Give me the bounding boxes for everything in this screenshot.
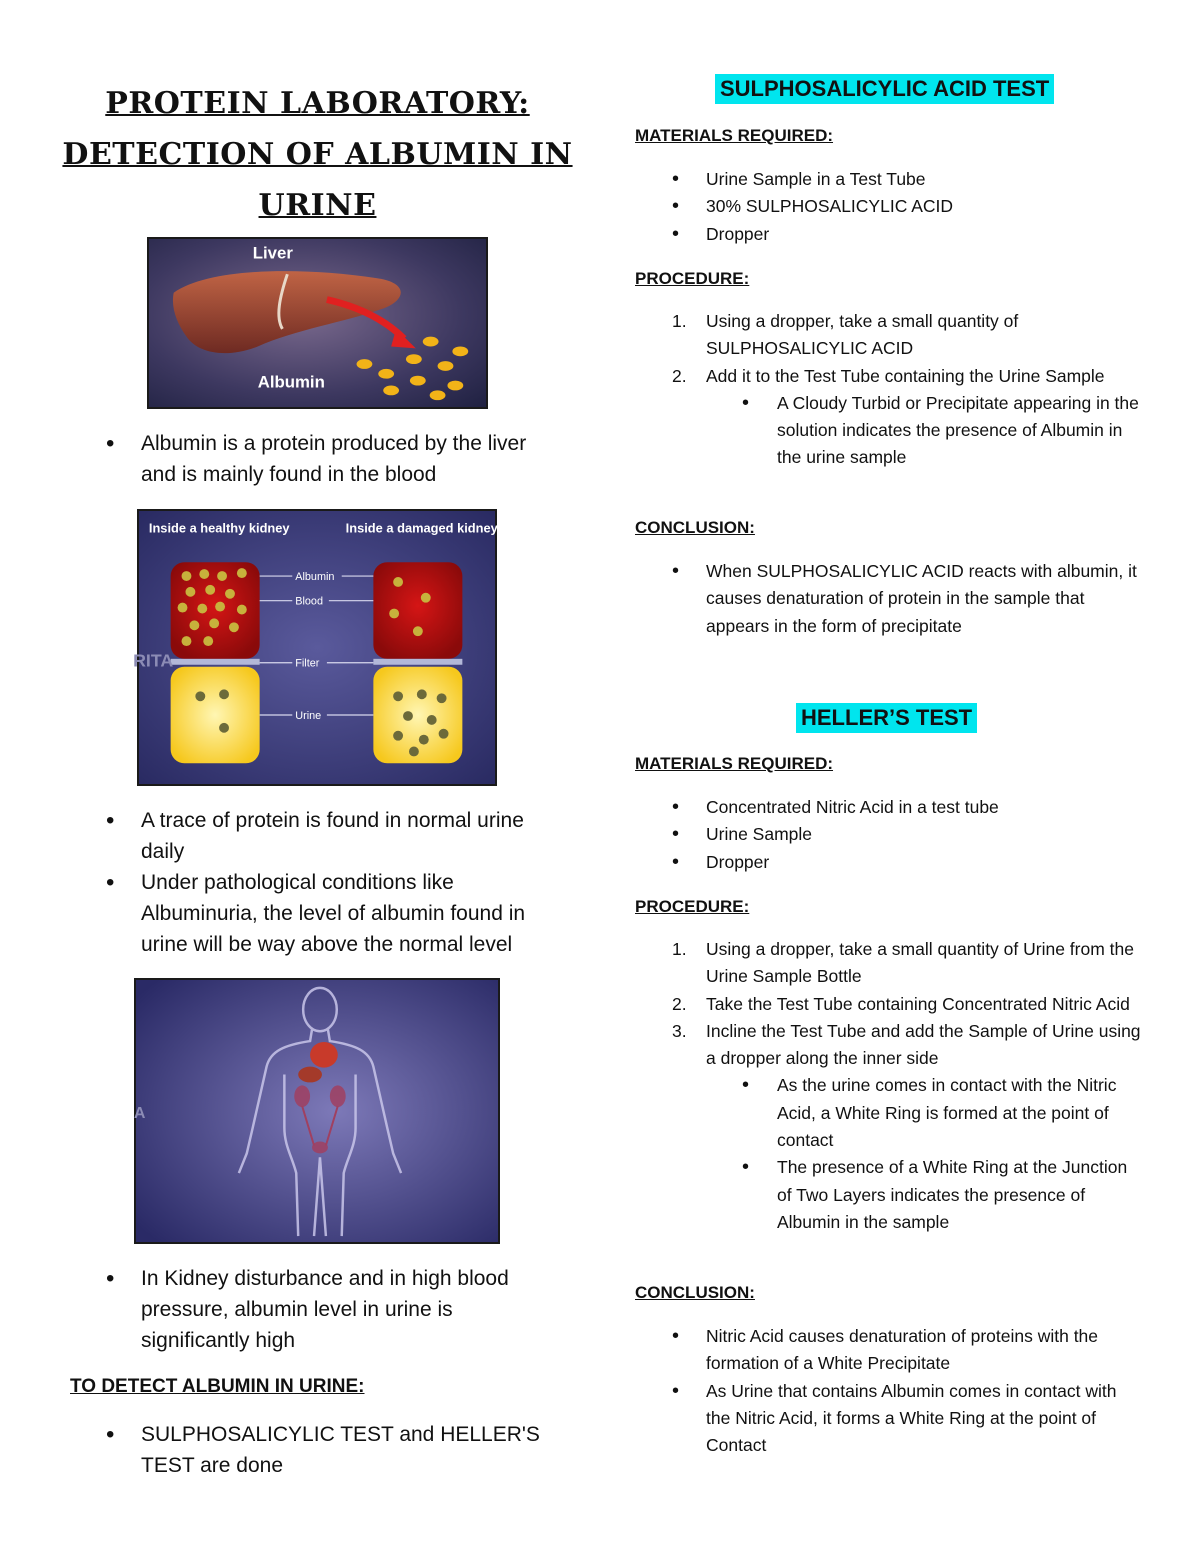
ssa-procedure-heading: PROCEDURE: [635,269,750,288]
ssa-materials-heading: MATERIALS REQUIRED: [635,126,834,145]
heller-materials-heading: MATERIALS REQUIRED: [635,754,834,773]
list-item: • As the urine comes in contact with the Nitric Acid, a White Ring is formed at the point of contact [672,1072,1142,1154]
list-item: • Concentrated Nitric Acid in a test tube [672,794,1142,821]
list-item: • Under pathological conditions like Albuminuria, the level of albumin found in urine will be way above the normal level [106,867,566,960]
list-item: • SULPHOSALICYLIC TEST and HELLER'S TEST are done [106,1419,566,1481]
list-item: • 30% SULPHOSALICYLIC ACID [672,193,1142,220]
list-item: • Dropper [672,849,1142,876]
heller-procedure-heading: PROCEDURE: [635,897,750,916]
albumin-label: Albumin [257,372,325,392]
left-bullet-list-1 [106,428,566,490]
left-bullet-list-4 [106,1419,566,1481]
title-line-2: DETECTION OF ALBUMIN IN [62,137,573,172]
list-item: • A trace of protein is found in normal urine daily [106,805,566,867]
title-line-3: URINE [258,188,377,223]
left-bullet-list-3 [106,1263,566,1356]
kidney-urine-label: Urine [295,709,322,722]
list-item: 1. Using a dropper, take a small quantity of SULPHOSALICYLIC ACID [672,311,1019,359]
list-item: • The presence of a White Ring at the Junction of Two Layers indicates the presence of Albumin in the sample [672,1154,1142,1236]
ssa-conclusion-list [672,558,1142,640]
kidney-albumin-label: Albumin [295,571,335,583]
kidney-comparison-image [133,509,498,786]
list-item: 2. Take the Test Tube containing Concentrated Nitric Acid [672,993,1130,1014]
list-item: 1. Using a dropper, take a small quantity of Urine from the Urine Sample Bottle [672,939,1134,987]
left-bullet-list-2 [106,805,566,960]
list-item: • Dropper [672,221,1142,248]
healthy-kidney-heading: Inside a healthy kidney [148,520,290,536]
ssa-test-title: SULPHOSALICYLIC ACID TEST [715,74,1054,104]
kidney-filter-label: Filter [295,657,320,670]
heller-conclusion-list [672,1323,1142,1459]
human-body-image [134,978,500,1244]
liver-label: Liver [252,243,293,263]
ssa-conclusion-heading: CONCLUSION: [635,518,755,537]
page-title [60,78,575,231]
list-item: 3. Incline the Test Tube and add the Sample of Urine using a dropper along the inner side [672,1020,1141,1069]
title-line-1: PROTEIN LABORATORY: [105,86,530,121]
heller-conclusion-heading: CONCLUSION: [635,1283,755,1302]
ssa-materials-list [672,166,1142,248]
list-item: • Albumin is a protein produced by the liver and is mainly found in the blood [106,428,566,490]
heller-test-title: HELLER’S TEST [796,703,977,733]
list-item: • In Kidney disturbance and in high blood pressure, albumin level in urine is significantly high [106,1263,566,1356]
heller-materials-list [672,794,1142,876]
ssa-procedure-list [672,308,1142,472]
list-item: • Nitric Acid causes denaturation of proteins with the formation of a White Precipitate [672,1323,1142,1378]
list-item: • A Cloudy Turbid or Precipitate appearing in the solution indicates the presence of Albumin in the urine sample [672,390,1142,472]
damaged-kidney-heading: Inside a damaged kidney [345,520,498,536]
list-item: 2. Add it to the Test Tube containing the Urine Sample [672,365,1105,386]
heller-procedure-list [672,936,1142,1236]
detect-albumin-heading: TO DETECT ALBUMIN IN URINE: [70,1376,365,1397]
liver-albumin-image [147,237,488,409]
kidney-blood-label: Blood [295,595,324,608]
list-item: • Urine Sample in a Test Tube [672,166,1142,193]
body-watermark: A [134,1104,146,1122]
list-item: • When SULPHOSALICYLIC ACID reacts with albumin, it causes denaturation of protein in the sample that appears in the form of precipitate [672,558,1142,640]
list-item: • Urine Sample [672,821,1142,848]
list-item: • As Urine that contains Albumin comes in contact with the Nitric Acid, it forms a White Ring at the point of Contact [672,1378,1142,1460]
kidney-watermark: RITA [133,650,174,671]
